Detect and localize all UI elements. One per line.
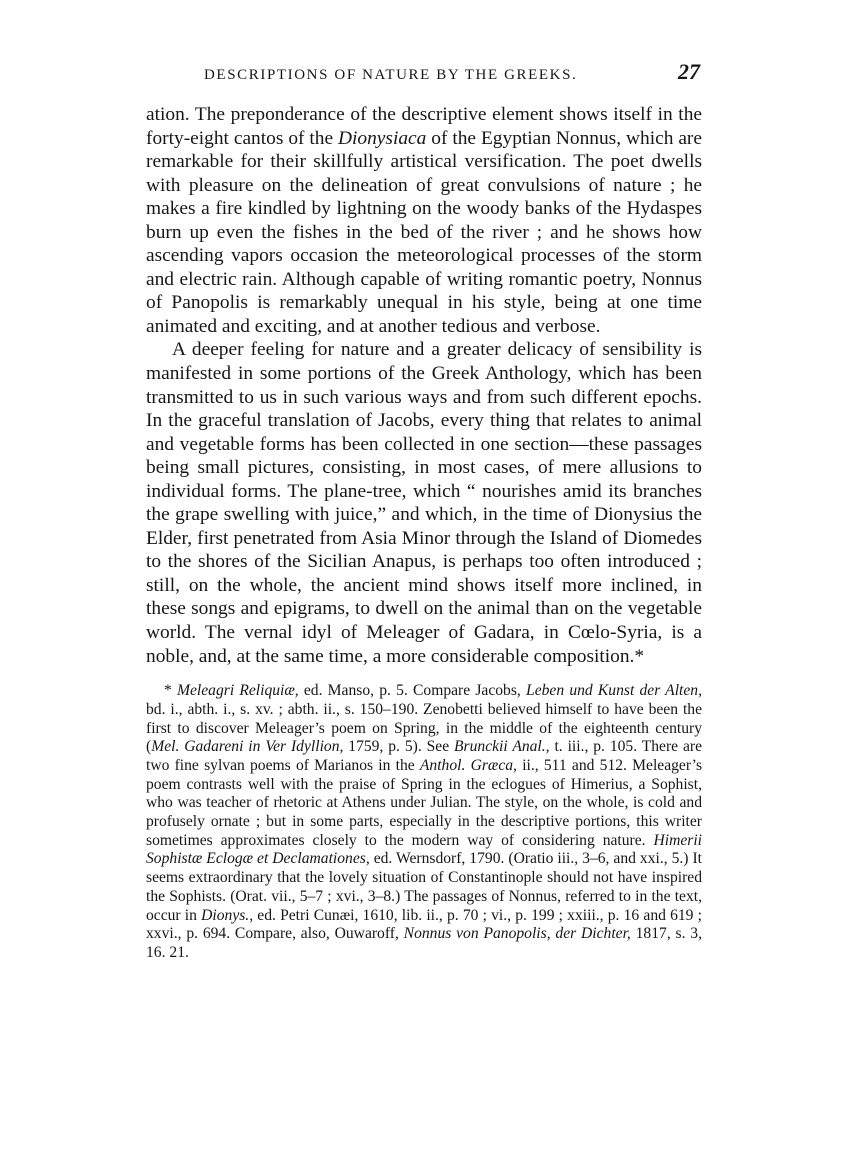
running-head	[146, 60, 702, 90]
title-dionysiaca: Dionysiaca	[338, 127, 427, 149]
body-text	[146, 103, 702, 668]
footnote: * Meleagri Reliquiæ, ed. Manso, p. 5. Compare Jacobs, Leben und Kunst der Alten, bd. i., abth. i., s. xv. ; abth. ii., s. 150–190. Zenobetti believed himself to have been the first to discover Meleager’s poem on Spring, in the middle of the eighteenth century (Mel. Gadareni in Ver Idyllion, 1759, p. 5). See Brunckii Anal., t. iii., p. 105. There are two fine sylvan poems of Marianos in the Anthol. Græca, ii., 511 and 512. Meleager’s poem contrasts well with the praise of Spring in the eclogues of Himerius, a Sophist, who was teacher of rhetoric at Athens under Julian. The style, on the whole, is cold and profusely ornate ; but in some parts, especially in the descriptive portions, this writer sometimes approximates closely to the modern way of considering nature. Himerii Sophistæ Eclogæ et Declamationes, ed. Wernsdorf, 1790. (Oratio iii., 3–6, and xxi., 5.) It seems extraordinary that the lovely situation of Constantinople should not have inspired the Sophists. (Orat. vii., 5–7 ; xvi., 3–8.) The passages of Nonnus, referred to in the text, occur in Dionys., ed. Petri Cunæi, 1610, lib. ii., p. 70 ; vi., p. 199 ; xxiii., p. 16 and 619 ; xxvi., p. 694. Compare, also, Ouwaroff, Nonnus von Panopolis, der Dichter, 1817, s. 3, 16. 21.	[146, 682, 703, 961]
running-title: DESCRIPTIONS OF NATURE BY THE GREEKS.	[204, 67, 578, 83]
page-number: 27	[678, 59, 700, 84]
paragraph-nonnus: ation. The preponderance of the descriptive element shows itself in the forty-eight cantos of the Dionysiaca of the Egyptian Nonnus, which are remarkable for their skillfully artistical versification. The poet dwells with pleasure on the delineation of great convulsions of nature ; he makes a fire kindled by lightning on the woody banks of the Hydaspes burn up even the fishes in the bed of the river ; and he shows how ascending vapors occasion the meteorological processes of the storm and electric rain. Although capable of writing romantic poetry, Nonnus of Panopolis is remarkably unequal in his style, being at one time animated and exciting, and at another tedious and verbose.	[146, 104, 702, 337]
book-page	[146, 60, 702, 963]
paragraph-greek-anthology: A deeper feeling for nature and a greater delicacy of sensibility is manifested in some portions of the Greek Anthology, which has been transmitted to us in such various ways and from such different epochs. In the graceful translation of Jacobs, every thing that relates to animal and vegetable forms has been collected in one section—these passages being small pictures, consisting, in most cases, of mere allusions to individual forms. The plane-tree, which “ nourishes amid its branches the grape swelling with juice,” and which, in the time of Dionysius the Elder, first penetrated from Asia Minor through the Island of Diomedes to the shores of the Sicilian Anapus, is perhaps too often introduced ; still, on the whole, the ancient mind shows itself more inclined, in these songs and epigrams, to dwell on the animal than on the vegetable world. The vernal idyl of Meleager of Gadara, in Cœlo-Syria, is a noble, and, at the same time, a more considerable composition.*	[146, 339, 702, 667]
